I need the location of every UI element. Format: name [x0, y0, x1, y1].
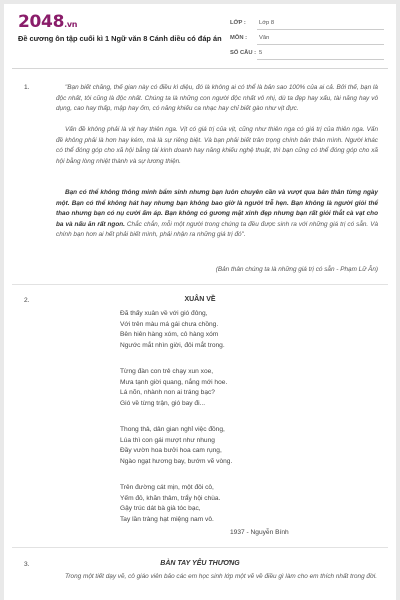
poem-line: Bên hiên hàng xóm, cô hàng xóm [120, 331, 219, 339]
poem-line: Từng đàn con trẻ chạy xun xoe, [120, 368, 214, 375]
logo-main: 2048 [18, 12, 65, 32]
passage-paragraph-1: "Bạn biết chăng, thế gian này có điều kì diệu, đó là không ai có thể là bản sao 100% của ai cả. Bởi thế, bạn là độc nhất, tôi cũng là độc nhất. Chúng ta là những con người độc nhất vô nhị, dù ta đẹp hay xấu, tài năng hay vô dụng, cao hay thấp, mập hay ốm, có năng khiếu ca nhạc hay chỉ biết gào như vịt đực. [56, 84, 378, 113]
question-number-1: 1. [24, 84, 30, 91]
meta-count-row [230, 48, 384, 63]
site-logo[interactable] [18, 12, 77, 32]
passage-source: (Bản thân chúng ta là những giá trị có sẵn - Phạm Lữ Ân) [215, 266, 378, 273]
poem-line: Lá nõn, nhành non ai tráng bạc? [120, 389, 215, 397]
passage-paragraph-3 [56, 188, 378, 241]
poem-stanza-1 [120, 309, 225, 351]
section-divider-1 [12, 284, 388, 285]
poem-line: Ngước mắt nhìn giời, đôi mắt trong. [120, 341, 225, 349]
poem-line: Lúa thì con gái mượt như nhung [120, 436, 215, 444]
document-title: Đề cương ôn tập cuối kì 1 Ngữ văn 8 Cánh diều có đáp án [18, 34, 222, 43]
meta-subject-value: Văn [259, 35, 270, 41]
section-divider-2 [12, 547, 388, 548]
meta-class-label: LỚP : [230, 20, 246, 26]
logo-suffix: .vn [64, 20, 78, 29]
header-divider [12, 68, 388, 69]
meta-subject-row [230, 33, 384, 48]
poem-line: Thong thả, dân gian nghỉ việc đồng, [120, 426, 225, 433]
question-number-3: 3. [24, 561, 30, 568]
poem-line: Trên đường cát mịn, một đôi cô, [120, 484, 214, 491]
poem-line: Yếm đỏ, khăn thâm, trẩy hội chùa. [120, 494, 221, 502]
meta-count-label: SỐ CÂU : [230, 50, 257, 56]
passage-regular-text: Chắc chắn, mỗi một người trong chúng ta đều được sinh ra với những giá trị có sẵn. Và chính bạn hơn ai hết phải biết mình, phải nhận ra những giá trị đó". [56, 220, 379, 239]
poem-line: Với trên màu má gái chưa chồng. [120, 320, 219, 328]
passage-bold-text: Bạn có thể không thông minh bẩm sinh nhưng bạn luôn chuyên cần và vượt qua bản thân từng ngày một. Bạn có thể không hát hay nhưng bạn không bao giờ là người trễ hẹn. Bạn không là người giỏi thể thao nhưng bạn có nụ cười ấm áp. Bạn không có gương mặt xinh đẹp nhưng bạn rất giỏi thắt cà vạt cho ba và nấu ăn rất ngon. [56, 189, 378, 228]
question-number-2: 2. [24, 297, 30, 304]
poem-line: Ngào ngạt hương bay, bướm vẽ vòng. [120, 457, 233, 465]
poem-line: Tay lần tràng hạt miệng nam vô. [120, 515, 214, 523]
poem-line: Đầy vườn hoa bưởi hoa cam rụng, [120, 447, 222, 455]
poem-line: Đã thấy xuân về với gió đông, [120, 310, 208, 317]
poem-stanza-3 [120, 425, 232, 467]
meta-count-value: 5 [259, 50, 263, 56]
poem-title: XUÂN VỀ [184, 296, 216, 303]
passage-paragraph-2: Vấn đề không phải là vịt hay thiên nga. Vịt có giá trị của vịt, cũng như thiên nga có giá trị của thiên nga. Vấn đề không phải là hơn hay kém, mà là sự riêng biệt. Và bạn phải biết trân trọng chính bản thân mình. Người khác có thể đóng góp cho xã hội bằng tài kinh doanh hay năng khiếu nghệ thuật, thì bạn cũng có thể đóng góp cho xã hội bằng lòng nhiệt thành và sự lương thiện. [56, 126, 378, 165]
poem-line: Mưa tạnh giời quang, nắng mới hoe. [120, 378, 228, 386]
poem-line: Gió về từng trận, gió bay đi... [120, 399, 206, 407]
document-page [4, 4, 396, 600]
document-header [4, 4, 396, 66]
poem-author: 1937 - Nguyễn Bính [230, 529, 289, 536]
story-paragraph-1: Trong một tiết dạy vẽ, cô giáo viên bảo các em học sinh lớp một vẽ về điều gì làm cho em thích nhất trong đời. [65, 573, 378, 580]
meta-subject-label: MÔN : [230, 35, 248, 41]
poem-line: Gậy trúc dát bà già tóc bạc, [120, 505, 201, 513]
meta-class-value: Lớp 8 [259, 20, 275, 26]
poem-stanza-2 [120, 367, 227, 409]
poem-stanza-4 [120, 483, 220, 525]
story-title: BÀN TAY YÊU THƯƠNG [160, 560, 240, 567]
meta-class-row [230, 18, 384, 33]
